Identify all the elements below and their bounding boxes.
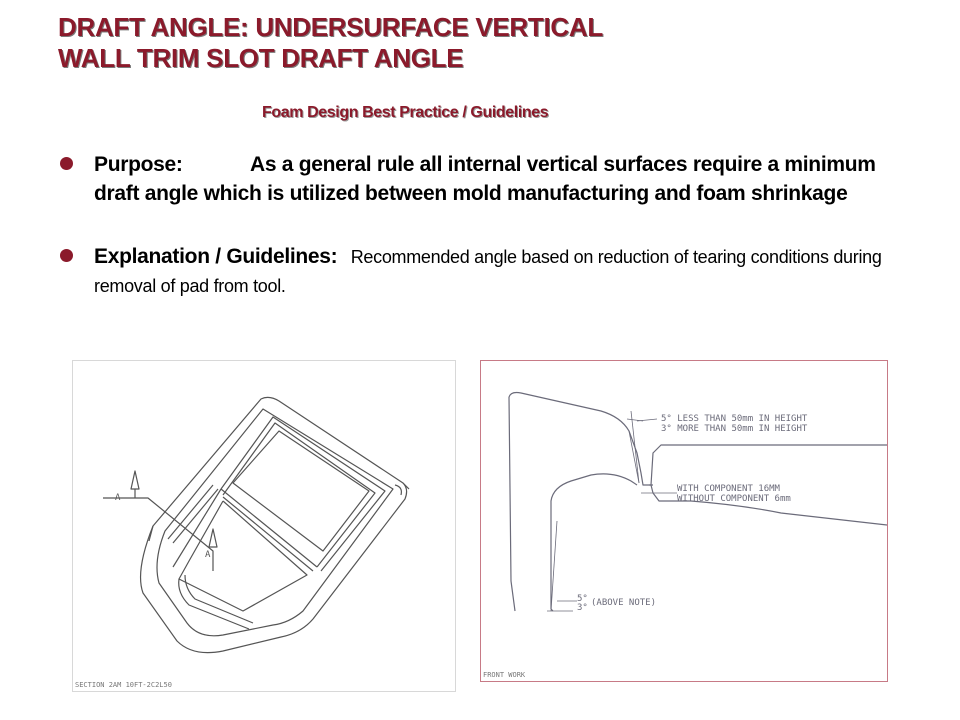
angle-note-less-than-50mm: 5° LESS THAN 50mm IN HEIGHT: [661, 414, 808, 424]
component-note-with: WITH COMPONENT 16MM: [677, 484, 780, 494]
draft-angle-section-panel: [480, 360, 888, 682]
seat-cushion-drawing: [73, 361, 455, 691]
bullet-purpose-text: [94, 150, 924, 208]
title-line-1: DRAFT ANGLE: UNDERSURFACE VERTICAL: [58, 12, 603, 42]
slide-title: [58, 12, 603, 74]
bullet-explanation-label: Explanation / Guidelines:: [94, 245, 338, 268]
component-note-without: WITHOUT COMPONENT 6mm: [677, 494, 791, 504]
bullet-purpose-label: Purpose:: [94, 153, 183, 176]
section-label-a-2: A: [205, 550, 211, 560]
bullet-dot-icon: [60, 249, 73, 262]
section-label-a-1: A: [115, 493, 121, 503]
bullet-purpose-body: As a general rule all internal vertical surfaces require a minimum draft angle which is utilized between mold manufacturing and foam shrinkage: [94, 153, 876, 205]
seat-cushion-drawing-panel: [72, 360, 456, 692]
bottom-angle-3: 3°: [577, 603, 588, 613]
title-line-2: WALL TRIM SLOT DRAFT ANGLE: [58, 43, 464, 73]
right-drawing-footer: FRONT WORK: [483, 671, 526, 679]
bottom-angle-note: (ABOVE NOTE): [591, 598, 657, 608]
slide-subtitle: Foam Design Best Practice / Guidelines: [262, 104, 549, 121]
bullet-explanation-body: Recommended angle based on reduction of tearing conditions during removal of pad from tool.: [94, 247, 882, 296]
bottom-angle-5: 5°: [577, 594, 588, 604]
bullet-dot-icon: [60, 157, 73, 170]
draft-angle-section-drawing: [481, 361, 887, 681]
angle-note-more-than-50mm: 3° MORE THAN 50mm IN HEIGHT: [661, 424, 808, 434]
bullet-explanation-text: [94, 242, 924, 301]
left-drawing-footer: SECTION 2AM 10FT-2C2L50: [75, 681, 172, 689]
